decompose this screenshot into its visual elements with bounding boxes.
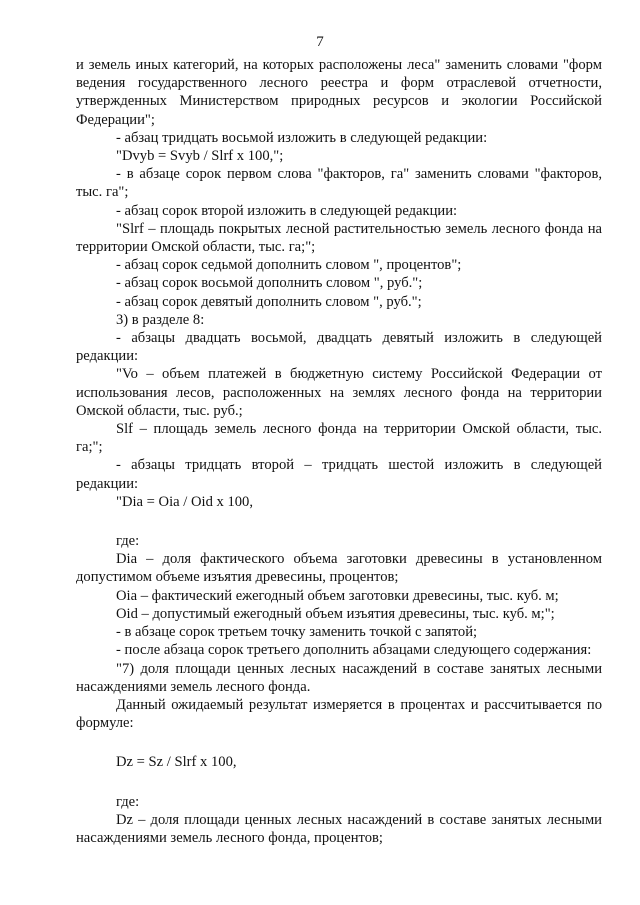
paragraph: "7) доля площади ценных лесных насаждений в составе занятых лесными насаждениями земель лесного фонда. <box>76 660 602 695</box>
paragraph: - в абзаце сорок первом слова "факторов, га" заменить словами "факторов, тыс. га"; <box>76 166 602 201</box>
paragraph: Dia – доля фактического объема заготовки древесины в установленном допустимом объеме изъятия древесины, процентов; <box>76 551 602 586</box>
page-number: 7 <box>316 34 324 50</box>
paragraph: где: <box>116 533 140 550</box>
paragraph: и земель иных категорий, на которых расположены леса" заменить словами "форм ведения государственного лесного реестра и форм отраслевой отчетности, утвержденных Министерством природных ресурсов и экологии Российской Федерации"; <box>76 57 602 128</box>
paragraph: Данный ожидаемый результат измеряется в процентах и рассчитывается по формуле: <box>76 696 602 732</box>
paragraph: - абзацы двадцать восьмой, двадцать девятый изложить в следующей редакции: <box>76 330 602 365</box>
paragraph: Dz – доля площади ценных лесных насаждений в составе занятых лесными насаждениями земель лесного фонда, процентов; <box>76 811 602 846</box>
section-item: 3) в разделе 8: <box>116 311 205 328</box>
paragraph: Oia – фактический ежегодный объем заготовки древесины, тыс. куб. м; <box>116 587 559 604</box>
paragraph: где: <box>116 793 140 810</box>
spacer <box>76 511 602 532</box>
paragraph: "Vo – объем платежей в бюджетную систему Российской Федерации от использования лесов, расположенных на землях лесного фонда на территории Омской области, тыс. руб.; <box>76 366 602 419</box>
paragraph: - абзац сорок второй изложить в следующей редакции: <box>116 202 458 219</box>
paragraph: - абзац сорок восьмой дополнить словом ", руб."; <box>116 275 423 292</box>
paragraph: Slf – площадь земель лесного фонда на территории Омской области, тыс. га;"; <box>76 421 602 456</box>
spacer <box>76 772 602 793</box>
paragraph: - абзац тридцать восьмой изложить в следующей редакции: <box>116 129 488 146</box>
paragraph: - после абзаца сорок третьего дополнить абзацами следующего содержания: <box>116 642 592 659</box>
spacer <box>76 732 602 753</box>
document-body <box>76 56 602 847</box>
formula: Dz = Sz / Slrf x 100, <box>116 754 237 771</box>
paragraph: "Slrf – площадь покрытых лесной растительностью земель лесного фонда на территории Омской области, тыс. га;"; <box>76 220 602 256</box>
formula: "Dia = Oia / Oid x 100, <box>116 493 254 510</box>
formula: "Dvyb = Svyb / Slrf x 100,"; <box>116 148 284 165</box>
paragraph: - абзац сорок седьмой дополнить словом ", процентов"; <box>116 257 462 274</box>
paragraph: - абзац сорок девятый дополнить словом ", руб."; <box>116 293 422 310</box>
paragraph: - в абзаце сорок третьем точку заменить точкой с запятой; <box>116 624 478 641</box>
paragraph: Oid – допустимый ежегодный объем изъятия древесины, тыс. куб. м;"; <box>116 605 555 622</box>
paragraph: - абзацы тридцать второй – тридцать шестой изложить в следующей редакции: <box>76 457 602 492</box>
